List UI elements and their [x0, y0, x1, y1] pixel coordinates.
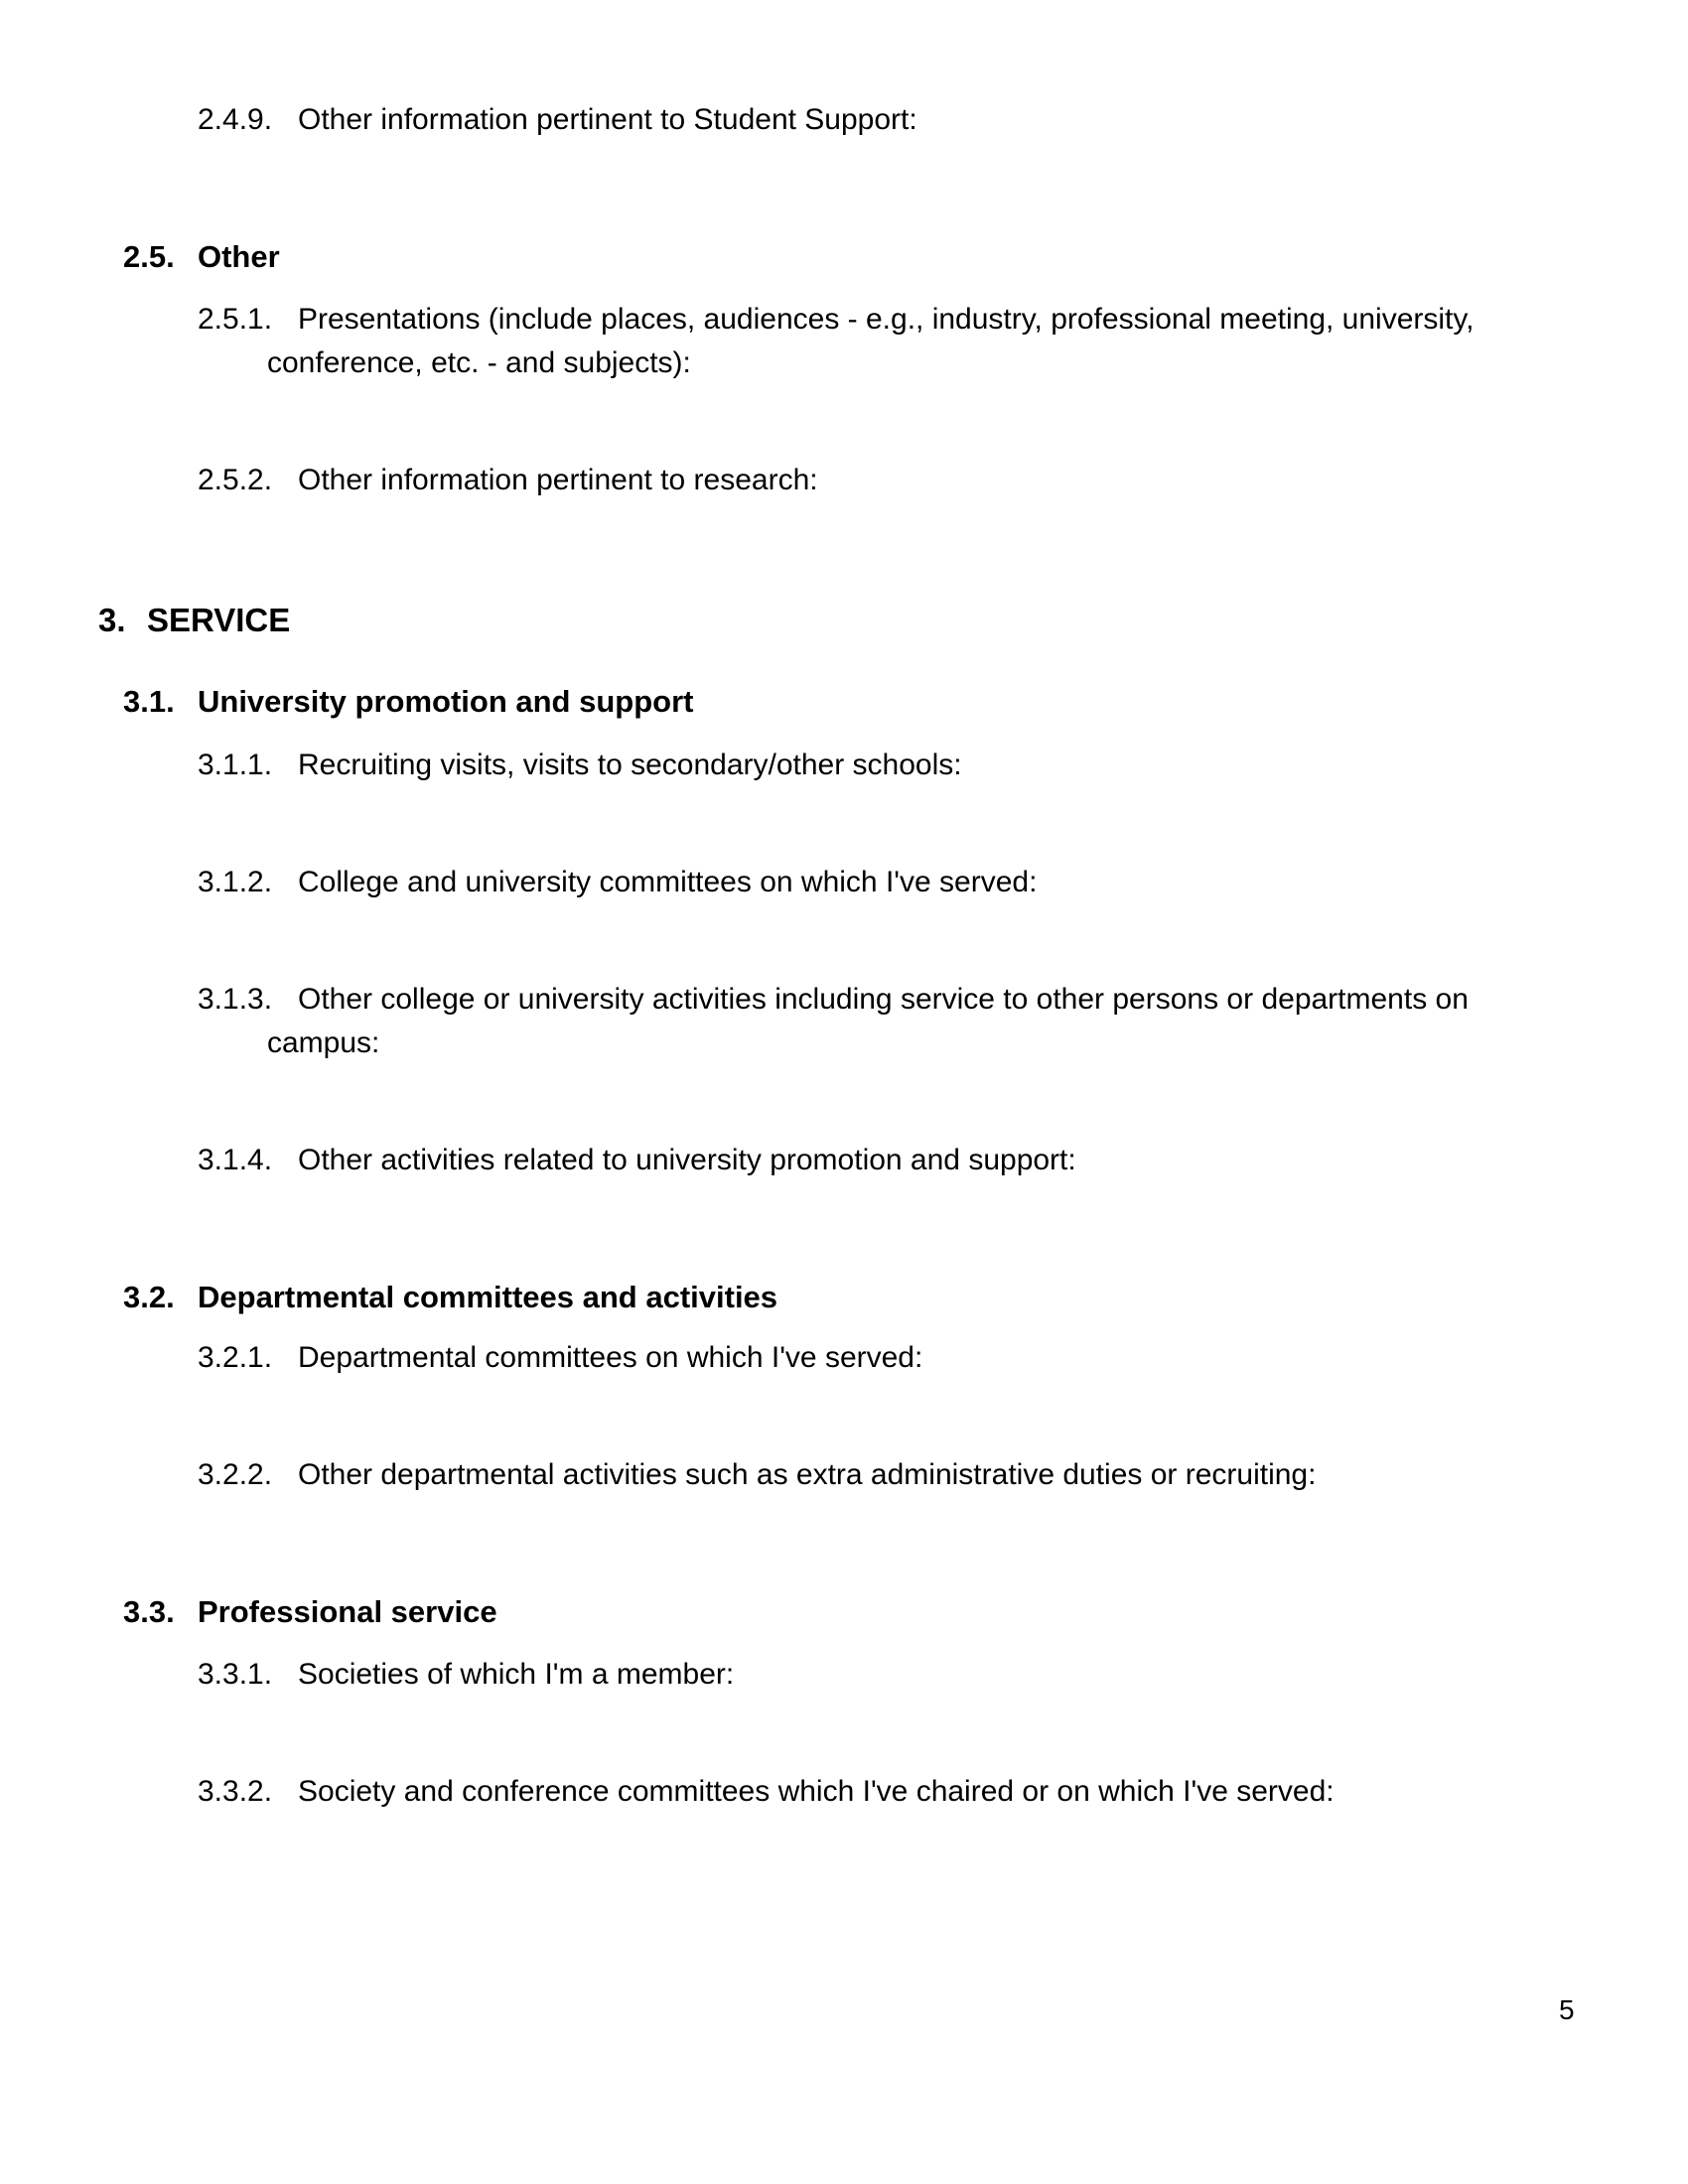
item-text: Other activities related to university promotion and support:	[298, 1144, 1076, 1176]
item-text: Recruiting visits, visits to secondary/other schools:	[298, 749, 962, 781]
section-title: SERVICE	[147, 602, 291, 638]
subsection-title: Professional service	[198, 1594, 497, 1629]
subsection-number: 3.1.	[123, 684, 175, 719]
subsection-title: University promotion and support	[198, 684, 694, 719]
item-2-5-2	[198, 459, 818, 502]
item-number: 3.3.2.	[198, 1775, 273, 1808]
item-2-5-1-continuation: conference, etc. - and subjects):	[267, 346, 691, 379]
item-3-3-1	[198, 1653, 734, 1697]
subsection-title: Departmental committees and activities	[198, 1280, 778, 1314]
subsection-3-2	[123, 1276, 777, 1319]
item-text: Other information pertinent to Student Support:	[298, 103, 917, 136]
subsection-3-3	[123, 1590, 497, 1634]
item-number: 3.1.4.	[198, 1144, 273, 1176]
item-number: 2.4.9.	[198, 103, 273, 136]
item-number: 3.1.2.	[198, 866, 273, 898]
item-number: 3.1.1.	[198, 749, 273, 781]
section-3	[98, 598, 290, 643]
subsection-2-5	[123, 235, 280, 279]
item-number: 3.2.2.	[198, 1458, 273, 1491]
subsection-3-1	[123, 680, 693, 724]
subsection-number: 2.5.	[123, 239, 175, 274]
item-number: 3.2.1.	[198, 1341, 273, 1374]
item-3-1-3-continuation: campus:	[267, 1026, 380, 1059]
item-3-2-2	[198, 1453, 1316, 1497]
item-2-5-1	[198, 298, 1475, 341]
subsection-title: Other	[198, 239, 280, 274]
item-3-1-4	[198, 1139, 1076, 1182]
item-text: College and university committees on which I've served:	[298, 866, 1038, 898]
subsection-number: 3.2.	[123, 1280, 175, 1314]
section-number: 3.	[98, 602, 126, 638]
item-number: 3.3.1.	[198, 1658, 273, 1691]
item-text: Societies of which I'm a member:	[298, 1658, 735, 1691]
item-3-1-3	[198, 978, 1469, 1022]
item-text: Other information pertinent to research:	[298, 464, 818, 496]
item-text: Society and conference committees which I've chaired or on which I've served:	[298, 1775, 1335, 1808]
item-text: Presentations (include places, audiences - e.g., industry, professional meeting, university,	[298, 303, 1475, 336]
item-number: 2.5.2.	[198, 464, 273, 496]
item-3-1-1	[198, 744, 962, 787]
item-2-4-9	[198, 98, 917, 142]
item-text: Departmental committees on which I've served:	[298, 1341, 923, 1374]
item-3-1-2	[198, 861, 1037, 904]
item-text: Other college or university activities including service to other persons or departments on	[298, 983, 1469, 1016]
item-3-3-2	[198, 1770, 1335, 1814]
page-number: 5	[1559, 1994, 1575, 2025]
subsection-number: 3.3.	[123, 1594, 175, 1629]
item-number: 2.5.1.	[198, 303, 273, 336]
item-number: 3.1.3.	[198, 983, 273, 1016]
item-text: Other departmental activities such as extra administrative duties or recruiting:	[298, 1458, 1317, 1491]
item-3-2-1	[198, 1336, 922, 1380]
